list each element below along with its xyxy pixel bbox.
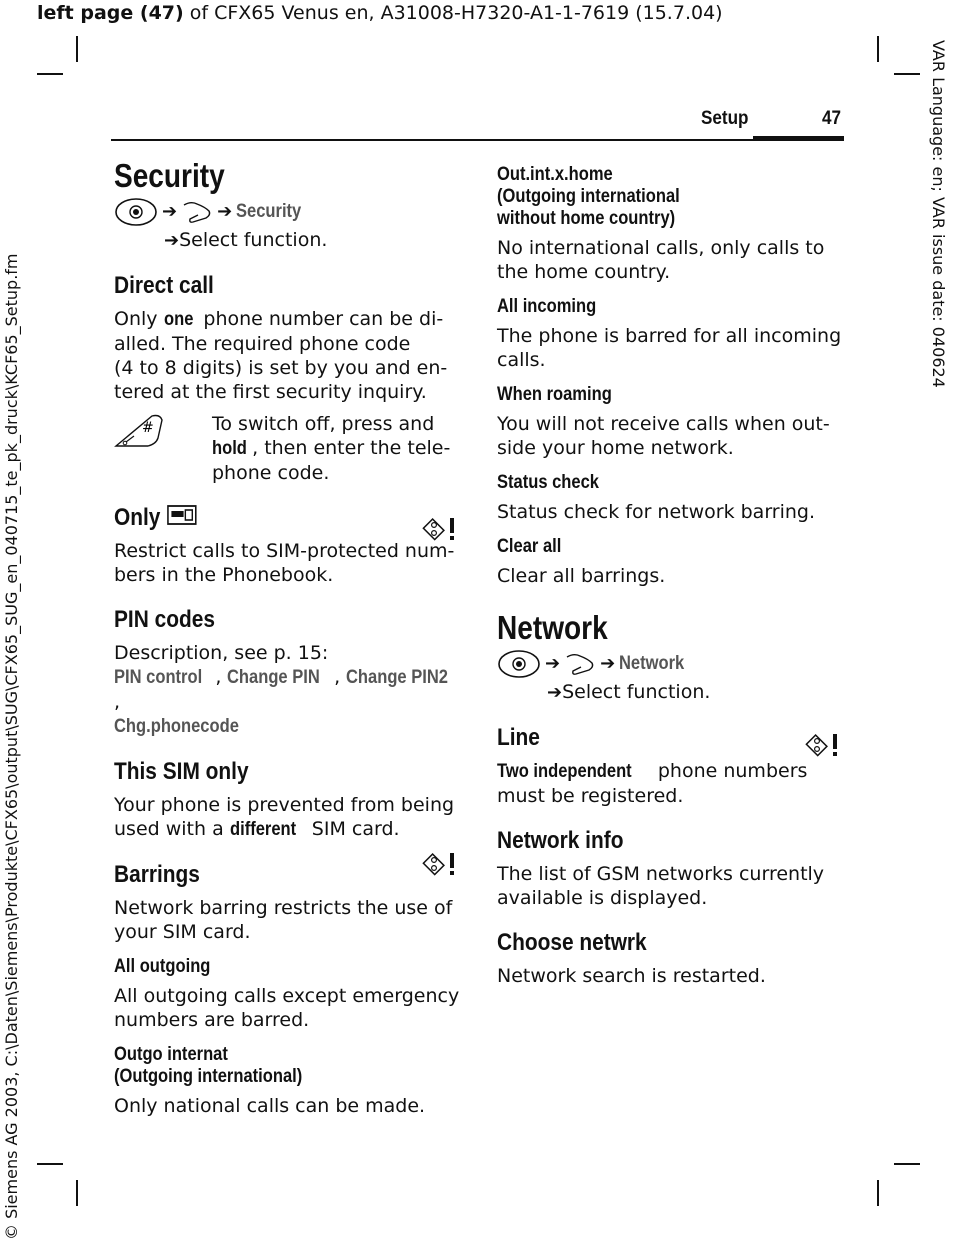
only-heading — [114, 503, 419, 533]
page-header-rest: of CFX65 Venus en, A31008-H7320-A1-1-7619 (15.7.04) — [183, 2, 723, 24]
only-title: Only — [114, 504, 161, 531]
network-nav-select — [497, 680, 847, 705]
line-text — [497, 759, 847, 808]
text-span: , — [114, 691, 121, 713]
side-right-text: VAR Language: en; VAR issue date: 040624 — [929, 40, 948, 388]
arrow-icon: ➔ — [545, 653, 561, 674]
page-header — [37, 2, 723, 24]
barrings-text — [114, 896, 464, 944]
arrow-icon: ➔ — [600, 653, 616, 674]
network-info-heading: Network info — [497, 827, 624, 854]
text-span: All outgoing calls except emergency — [114, 985, 460, 1007]
nav-key-icon — [114, 197, 158, 227]
crop-mark — [877, 36, 879, 62]
text-span: SIM card. — [305, 818, 400, 840]
text-span: The phone is barred for all incoming — [497, 325, 842, 347]
menu-change-pin: Change PIN — [227, 667, 321, 688]
setup-menu-icon — [181, 199, 213, 225]
line-heading: Line — [497, 724, 540, 751]
text-span: available is displayed. — [497, 887, 708, 909]
all-outgoing-text — [114, 984, 464, 1032]
text-span: the home country. — [497, 261, 671, 283]
when-roaming-heading: When roaming — [497, 384, 612, 405]
text-span: must be registered. — [497, 785, 684, 807]
crop-mark — [37, 73, 63, 75]
crop-mark — [894, 1163, 920, 1165]
status-check-heading: Status check — [497, 472, 599, 493]
sim-only-heading: This SIM only — [114, 758, 249, 785]
sim-only-text — [114, 793, 464, 842]
text-span: Your phone is prevented from being — [114, 794, 455, 816]
text-span: , — [334, 666, 347, 688]
text-span: phone number can be di- — [197, 308, 444, 330]
network-info-text — [497, 862, 847, 910]
text-span: No international calls, only calls to — [497, 237, 825, 259]
text-span: You will not receive calls when out- — [497, 413, 830, 435]
text-span: To switch off, press and — [212, 413, 435, 435]
direct-call-text — [114, 307, 464, 404]
header-rule — [111, 139, 844, 141]
outgo-internat-subheading: (Outgoing international) — [114, 1066, 303, 1087]
text-span: Description, see p. 15: — [114, 642, 329, 664]
all-incoming-text — [497, 324, 847, 372]
direct-call-note — [114, 412, 464, 485]
nav-network-item: Network — [619, 653, 685, 674]
text-span: bers in the Phonebook. — [114, 564, 334, 586]
text-span: , — [215, 666, 228, 688]
text-span: , then enter the tele- — [252, 437, 451, 459]
menu-change-pin2: Change PIN2 — [346, 667, 449, 688]
text-span: Restrict calls to SIM-protected num- — [114, 540, 455, 562]
arrow-icon: ➔ — [217, 201, 233, 222]
running-head-section: Setup — [701, 108, 749, 129]
crop-mark — [76, 1180, 78, 1206]
nav-select-text: Select function. — [179, 229, 328, 251]
clear-all-text: Clear all barrings. — [497, 565, 666, 587]
text-bold: one — [163, 309, 193, 330]
text-bold: different — [229, 819, 296, 840]
text-span: Network barring restricts the use of — [114, 897, 453, 919]
clear-all-heading: Clear all — [497, 536, 562, 557]
arrow-icon: ➔ — [547, 682, 563, 703]
provider-dependent-icon — [805, 732, 843, 758]
text-span: phone code. — [212, 462, 330, 484]
text-span: Only — [114, 308, 164, 330]
text-bold: Two independent — [497, 761, 632, 782]
out-int-subheading-1: (Outgoing international — [497, 186, 680, 207]
nav-select-text: Select function. — [562, 681, 711, 703]
menu-pin-control: PIN control — [114, 667, 203, 688]
status-check-text: Status check for network barring. — [497, 501, 816, 523]
barrings-heading: Barrings — [114, 861, 200, 888]
sim-key-icon — [166, 503, 197, 527]
direct-call-heading: Direct call — [114, 272, 214, 299]
header-rule-accent — [753, 136, 844, 141]
svg-text:#: # — [142, 420, 154, 436]
arrow-icon: ➔ — [162, 201, 178, 222]
right-column — [497, 164, 847, 988]
text-span: used with a — [114, 818, 230, 840]
provider-dependent-icon — [422, 516, 460, 542]
security-nav-select — [114, 228, 464, 253]
outgo-internat-heading: Outgo internat — [114, 1044, 228, 1065]
outgo-internat-text: Only national calls can be made. — [114, 1095, 426, 1117]
security-nav — [114, 196, 464, 228]
hash-key-icon — [114, 412, 166, 452]
nav-key-icon — [497, 649, 541, 679]
out-int-heading: Out.int.x.home — [497, 164, 613, 185]
text-span: The list of GSM networks currently — [497, 863, 825, 885]
nav-security-item: Security — [236, 201, 302, 222]
crop-mark — [37, 1163, 63, 1165]
network-nav — [497, 648, 847, 680]
text-span: numbers are barred. — [114, 1009, 310, 1031]
out-int-subheading-2: without home country) — [497, 208, 676, 229]
text-span: your SIM card. — [114, 921, 251, 943]
page-header-bold: left page (47) — [37, 2, 184, 24]
arrow-icon: ➔ — [164, 230, 180, 251]
provider-dependent-icon — [422, 851, 460, 877]
left-column — [114, 156, 464, 1118]
text-span: alled. The required phone code — [114, 333, 411, 355]
choose-netwrk-heading: Choose netwrk — [497, 929, 647, 956]
menu-chg-phonecode: Chg.phonecode — [114, 716, 239, 737]
running-head-page: 47 — [822, 108, 842, 129]
pin-codes-text — [114, 641, 464, 739]
side-left-text: © Siemens AG 2003, C:\Daten\Siemens\Produkte\CFX65\output\SUG\CFX65_SUG_en_040715_te_pk_druck\KCF65_Setup.fm — [2, 253, 21, 1240]
text-span: (4 to 8 digits) is set by you and en- — [114, 357, 448, 379]
crop-mark — [894, 73, 920, 75]
network-title: Network — [497, 609, 608, 646]
all-outgoing-heading: All outgoing — [114, 956, 211, 977]
all-incoming-heading: All incoming — [497, 296, 597, 317]
text-span: calls. — [497, 349, 546, 371]
text-bold: hold — [212, 438, 247, 459]
text-span: tered at the first security inquiry. — [114, 381, 427, 403]
only-text — [114, 539, 464, 587]
setup-menu-icon — [564, 651, 596, 677]
crop-mark — [76, 36, 78, 62]
pin-codes-heading: PIN codes — [114, 606, 215, 633]
choose-netwrk-text: Network search is restarted. — [497, 965, 766, 987]
security-title: Security — [114, 157, 225, 194]
text-span: side your home network. — [497, 437, 734, 459]
when-roaming-text — [497, 412, 847, 460]
crop-mark — [877, 1180, 879, 1206]
note-text — [212, 412, 450, 485]
out-int-text — [497, 236, 847, 284]
text-span: phone numbers — [651, 760, 808, 782]
